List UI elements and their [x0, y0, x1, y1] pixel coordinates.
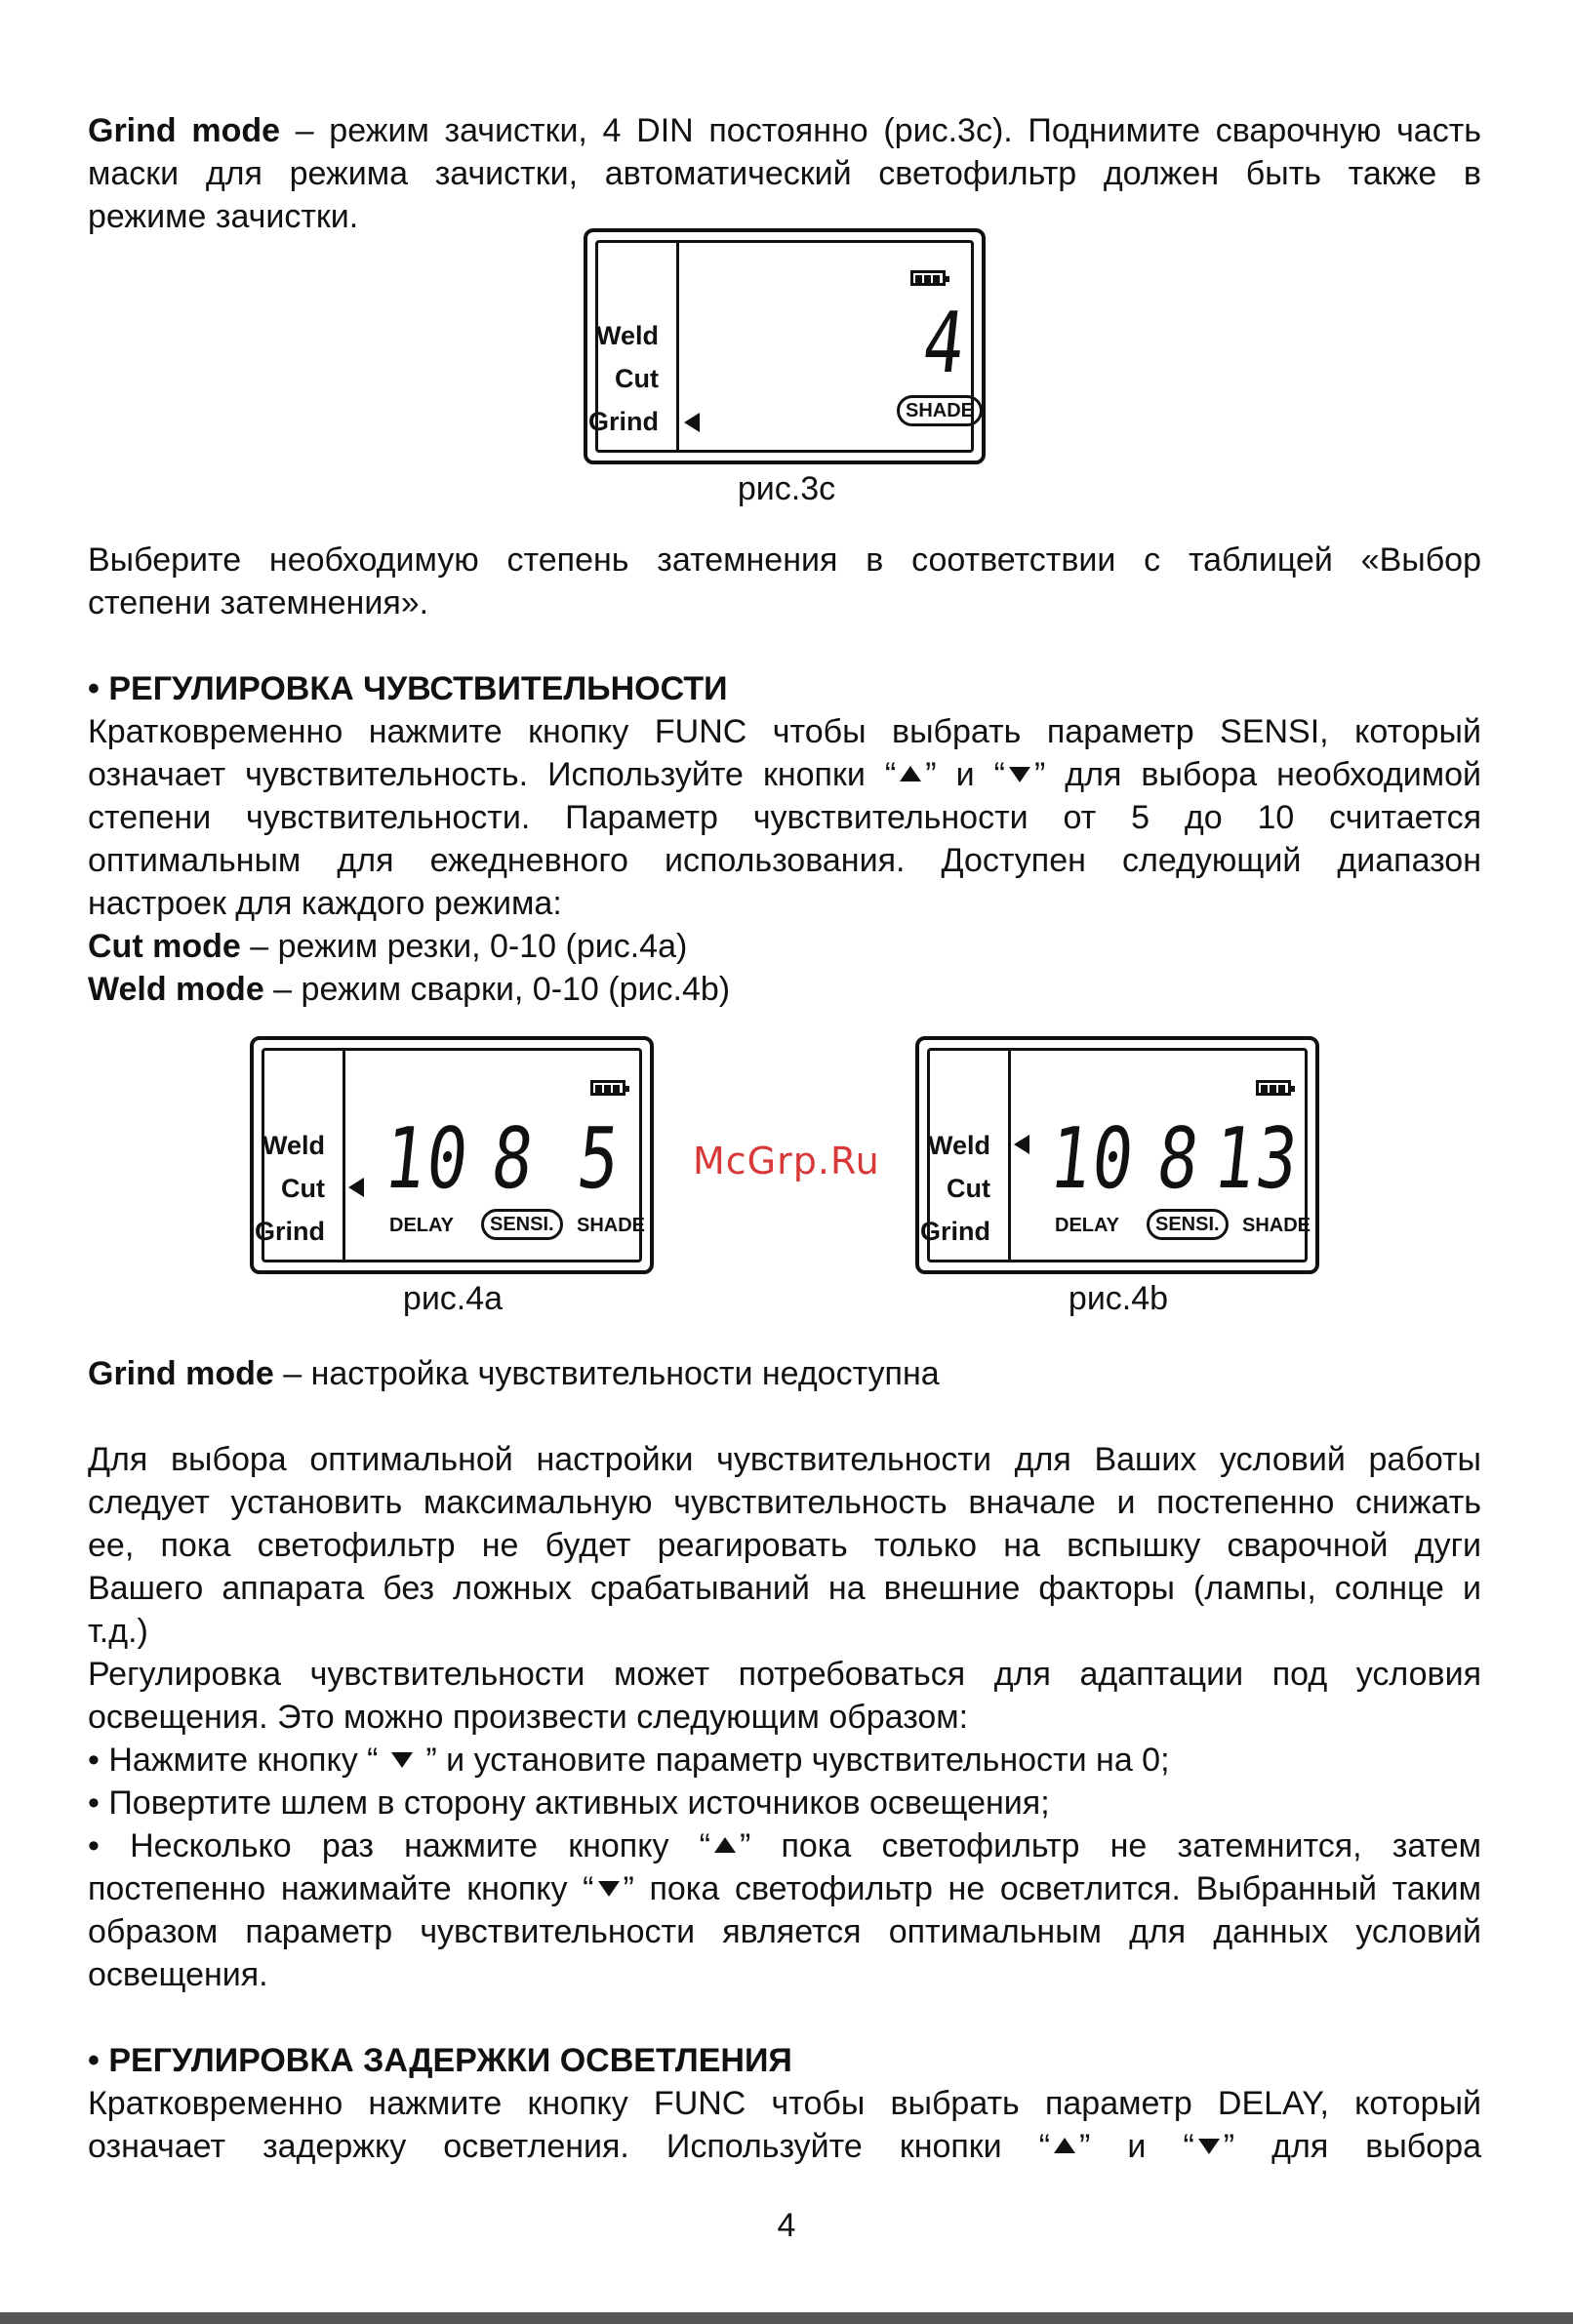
caption-4b: рис.4b [1068, 1280, 1169, 1317]
delay-value: 10 [1045, 1110, 1140, 1208]
mode-cut: Cut [947, 1174, 990, 1203]
delay-line2: означает задержку осветления. Используйте кнопки “ ” и “ ” для выбора [88, 2128, 1482, 2165]
shade-value: 13 [1209, 1110, 1304, 1208]
page-number: 4 [777, 2207, 796, 2244]
delay-value: 10 [380, 1110, 474, 1208]
bullet-3-line4: освещения. [88, 1956, 268, 1993]
delay-label: DELAY [389, 1215, 454, 1236]
mode-grind: Grind [255, 1217, 325, 1246]
up-arrow-icon [714, 1837, 736, 1853]
down-arrow-icon [391, 1752, 413, 1768]
mode-pointer-icon [1014, 1135, 1029, 1154]
mode-grind: Grind [588, 407, 659, 436]
battery-icon [1256, 1080, 1291, 1096]
mode-cut: Cut [281, 1174, 325, 1203]
caption-4a: рис.4a [402, 1280, 504, 1317]
mode-pointer-icon [684, 413, 700, 432]
down-arrow-icon [1009, 767, 1030, 782]
sensi-indicator: SENSI. [1147, 1209, 1229, 1240]
bullet-3-line2: постепенно нажимайте кнопку “ ” пока светофильтр не осветлится. Выбранный таким [88, 1870, 1482, 1907]
optimal-line3: ее, пока светофильтр не будет реагировать только на вспышку сварочной дуги [88, 1527, 1481, 1564]
bullet-1: • Нажмите кнопку “ ” и установите параметр чувствительности на 0; [88, 1742, 1170, 1779]
lcd-figure-4b [915, 1036, 1319, 1274]
sensi-indicator: SENSI. [481, 1209, 563, 1240]
sensitivity-line5: настроек для каждого режима: [88, 885, 562, 922]
shade-value: 4 [918, 295, 971, 392]
grind-intro-line1: Grind mode – режим зачистки, 4 DIN постоянно (рис.3c). Поднимите сварочную часть [88, 112, 1481, 149]
grind-intro-line3: режиме зачистки. [88, 198, 359, 235]
watermark: McGrp.Ru [693, 1140, 880, 1182]
battery-icon [590, 1080, 625, 1096]
down-arrow-icon [1198, 2139, 1220, 2154]
battery-icon [910, 270, 946, 286]
down-arrow-icon [598, 1881, 620, 1897]
mode-weld: Weld [262, 1131, 325, 1160]
bullet-3-line3: образом параметр чувствительности является оптимальным для данных условий [88, 1913, 1481, 1950]
shade-label: SHADE [1242, 1215, 1311, 1236]
sensitivity-line3: степени чувствительности. Параметр чувствительности от 5 до 10 считается [88, 799, 1481, 836]
mode-weld: Weld [927, 1131, 990, 1160]
up-arrow-icon [1054, 2138, 1075, 2153]
delay-line1: Кратковременно нажмите кнопку FUNC чтобы выбрать параметр DELAY, который [88, 2085, 1481, 2122]
mode-pointer-icon [348, 1178, 364, 1197]
shade-indicator: SHADE [897, 395, 983, 426]
shade-value: 5 [573, 1110, 625, 1208]
caption-3c: рис.3c [737, 470, 836, 507]
shade-label: SHADE [577, 1215, 646, 1236]
optimal-line4: Вашего аппарата без ложных срабатываний на внешние факторы (лампы, солнце и [88, 1570, 1481, 1607]
lcd-figure-4a [250, 1036, 654, 1274]
grind-na-line: Grind mode – настройка чувствительности недоступна [88, 1355, 940, 1392]
sensi-value: 8 [487, 1110, 540, 1208]
select-shade-line2: степени затемнения». [88, 584, 429, 621]
up-arrow-icon [900, 766, 921, 781]
delay-label: DELAY [1055, 1215, 1119, 1236]
grind-intro-line2: маски для режима зачистки, автоматический светофильтр должен быть также в [88, 155, 1481, 192]
sensitivity-line2: означает чувствительность. Используйте кнопки “ ” и “ ” для выбора необходимой [88, 756, 1482, 793]
sensitivity-heading: • РЕГУЛИРОВКА ЧУВСТВИТЕЛЬНОСТИ [88, 670, 728, 707]
sensitivity-line1: Кратковременно нажмите кнопку FUNC чтобы выбрать параметр SENSI, который [88, 713, 1481, 750]
optimal-line7: освещения. Это можно произвести следующим образом: [88, 1699, 969, 1736]
mode-grind: Grind [920, 1217, 990, 1246]
cut-mode-line: Cut mode – режим резки, 0-10 (рис.4a) [88, 928, 688, 965]
bullet-3-line1: • Несколько раз нажмите кнопку “ ” пока светофильтр не затемнится, затем [88, 1827, 1481, 1864]
bottom-edge [0, 2312, 1573, 2324]
mode-cut: Cut [615, 364, 659, 393]
optimal-line2: следует установить максимальную чувствительность вначале и постепенно снижать [88, 1484, 1481, 1521]
bullet-2: • Повертите шлем в сторону активных источников освещения; [88, 1784, 1050, 1822]
sensi-value: 8 [1152, 1110, 1205, 1208]
select-shade-line1: Выберите необходимую степень затемнения в соответствии с таблицей «Выбор [88, 541, 1481, 579]
sensitivity-line4: оптимальным для ежедневного использования. Доступен следующий диапазон [88, 842, 1481, 879]
optimal-line6: Регулировка чувствительности может потребоваться для адаптации под условия [88, 1656, 1481, 1693]
lcd-figure-3c [584, 228, 986, 464]
weld-mode-line: Weld mode – режим сварки, 0-10 (рис.4b) [88, 971, 731, 1008]
mode-weld: Weld [595, 321, 659, 350]
optimal-line5: т.д.) [88, 1613, 148, 1650]
delay-heading: • РЕГУЛИРОВКА ЗАДЕРЖКИ ОСВЕТЛЕНИЯ [88, 2042, 792, 2079]
optimal-line1: Для выбора оптимальной настройки чувствительности для Ваших условий работы [88, 1441, 1481, 1478]
grind-mode-label: Grind mode [88, 112, 281, 149]
